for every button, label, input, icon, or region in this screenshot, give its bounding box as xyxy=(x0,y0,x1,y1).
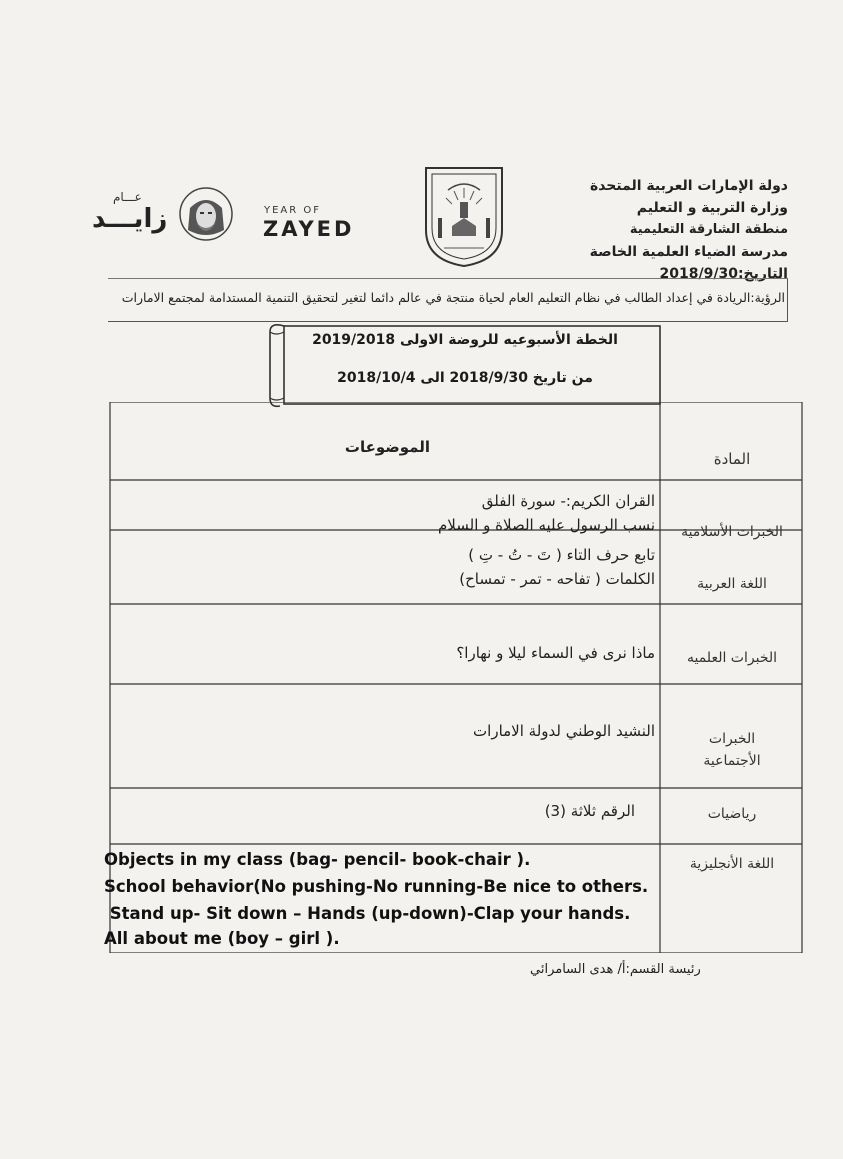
zayed-label: ZAYED xyxy=(263,217,355,241)
table-header-subject: المادة xyxy=(713,450,751,468)
year-of-label: YEAR OF xyxy=(264,205,322,216)
english-topic-line: All about me (boy – girl ). xyxy=(104,929,340,948)
topic-line: ماذا نرى في السماء ليلا و نهارا؟ xyxy=(456,644,655,662)
english-topic-line: School behavior(No pushing-No running-Be nice to others. xyxy=(104,877,649,896)
subject-math: رياضيات xyxy=(707,806,757,822)
header-line-date: التاريخ:2018/9/30 xyxy=(659,266,788,282)
topic-line: النشيد الوطني لدولة الامارات xyxy=(473,722,655,740)
subject-science: الخبرات العلميه xyxy=(686,650,778,666)
topic-line: تابع حرف التاء ( تَ - تُ - تِ ) xyxy=(468,546,655,564)
topic-line: القران الكريم:- سورة الفلق xyxy=(481,492,655,510)
header-line-zone: منطقة الشارقة التعليمية xyxy=(629,222,788,237)
plan-title: الخطة الأسبوعيه للروضة الاولى 2019/2018 xyxy=(312,332,618,348)
header-line-country: دولة الإمارات العربية المتحدة xyxy=(589,178,788,194)
subject-arabic: اللغة العربية xyxy=(697,576,767,592)
subject-english: اللغة الأنجليزية xyxy=(689,856,775,872)
subject-islamic: الخبرات الأسلامية xyxy=(681,524,783,540)
topic-line: نسب الرسول عليه الصلاة و السلام xyxy=(438,516,655,534)
plan-dates: من تاريخ 2018/9/30 الى 2018/10/4 xyxy=(337,370,593,386)
vision-text: الرؤية:الريادة في إعداد الطالب في نظام التعليم العام لحياة منتجة في عالم دائما لتغير لتحقيق التنمية المستدامة لمجتمع الامارات xyxy=(121,290,785,305)
sheikh-zayed-portrait-icon xyxy=(178,186,234,242)
year-of-zayed-ar: زايـــد xyxy=(92,204,168,234)
table-header-topics: الموضوعات xyxy=(344,438,430,456)
department-head-signature: رئيسة القسم:أ/ هدى السامرائي xyxy=(530,962,701,977)
topic-line: الكلمات ( تفاحه - تمر - تمساح) xyxy=(459,570,655,588)
english-topic-line: Stand up- Sit down – Hands (up-down)-Clap your hands. xyxy=(104,904,631,923)
topic-line: الرقم ثلاثة (3) xyxy=(544,802,635,820)
header-line-ministry: وزارة التربية و التعليم xyxy=(636,200,788,216)
header-line-school: مدرسة الضياء العلمية الخاصة xyxy=(589,244,788,260)
english-topic-line: Objects in my class (bag- pencil- book-chair ). xyxy=(104,850,531,869)
subject-social: الخبرات الأجتماعية xyxy=(703,731,761,769)
year-of-zayed-ar-small: عـــام xyxy=(113,190,142,204)
school-crest-icon xyxy=(418,160,510,270)
